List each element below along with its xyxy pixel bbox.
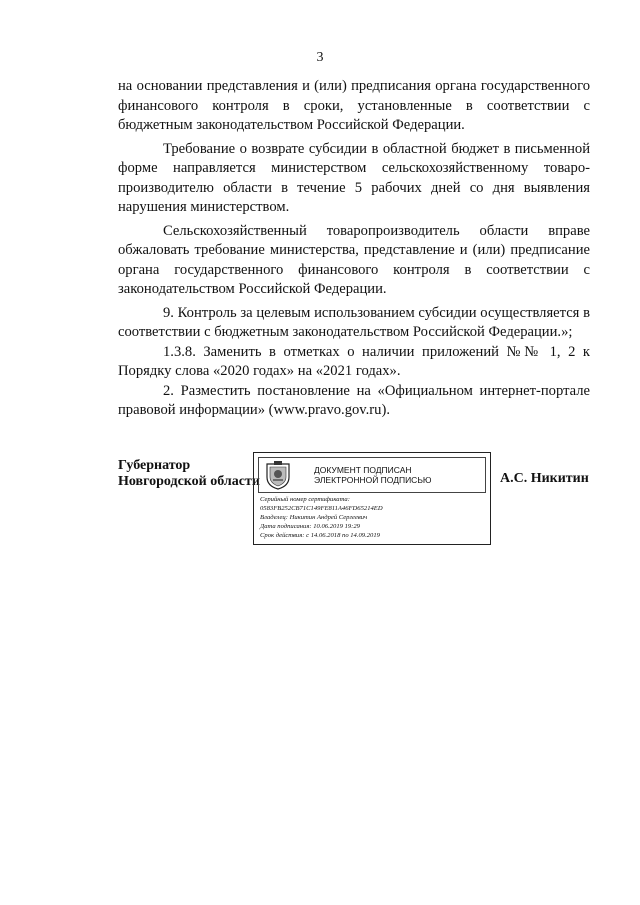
paragraph-3: Сельскохозяйственный товаропроизводитель области вправе обжаловать требование министерства, представление и (или) предписание органа государственного финансового контроля в соответствии с законодательством Российской Федерации. bbox=[118, 222, 590, 297]
stamp-title bbox=[314, 465, 432, 485]
coat-of-arms-icon bbox=[265, 460, 291, 490]
signatory-name: А.С. Никитин bbox=[500, 471, 589, 486]
paragraph-4: 9. Контроль за целевым использованием субсидии осуществляется в соответствии с бюджетным законодательством Российской Федерации.»; bbox=[118, 304, 590, 340]
signed-date: Дата подписания: 10.06.2019 19:29 bbox=[260, 523, 360, 530]
signatory-position bbox=[118, 458, 260, 490]
cert-owner: Владелец: Никитин Андрей Сергеевич bbox=[260, 514, 368, 521]
stamp-header bbox=[258, 457, 486, 493]
cert-label: Серийный номер сертификата: bbox=[260, 496, 350, 503]
electronic-signature-stamp bbox=[253, 452, 491, 545]
stamp-details bbox=[260, 495, 486, 540]
paragraph-1: на основании представления и (или) предписания органа государственного финансового контроля в сроки, установленные в соответствии с бюджетным законодательством Российской Федерации. bbox=[118, 78, 590, 133]
document-body bbox=[118, 77, 590, 425]
position-line-2: Новгородской области bbox=[118, 474, 260, 489]
stamp-title-line-2: ЭЛЕКТРОННОЙ ПОДПИСЬЮ bbox=[314, 475, 432, 485]
paragraph-6: 2. Разместить постановление на «Официальном интернет-портале правовой информации» (www.pravo.gov.ru). bbox=[118, 382, 590, 418]
page-number: 3 bbox=[316, 50, 324, 65]
cert-validity: Срок действия: с 14.06.2018 по 14.09.2019 bbox=[260, 532, 380, 539]
paragraph-5: 1.3.8. Заменить в отметках о наличии приложений №№ 1, 2 к Порядку слова «2020 годах» на «2021 годах». bbox=[118, 343, 590, 379]
cert-number: 0583FB252CB71C149FE811A46FD65214ED bbox=[260, 505, 383, 512]
paragraph-2: Требование о возврате субсидии в областной бюджет в письменной форме направляется министерством сельскохозяйственному товаро-производителю области в течение 5 рабочих дней со дня выявления нарушения министерством. bbox=[118, 140, 590, 215]
stamp-title-line-1: ДОКУМЕНТ ПОДПИСАН bbox=[314, 465, 412, 475]
position-line-1: Губернатор bbox=[118, 458, 191, 473]
